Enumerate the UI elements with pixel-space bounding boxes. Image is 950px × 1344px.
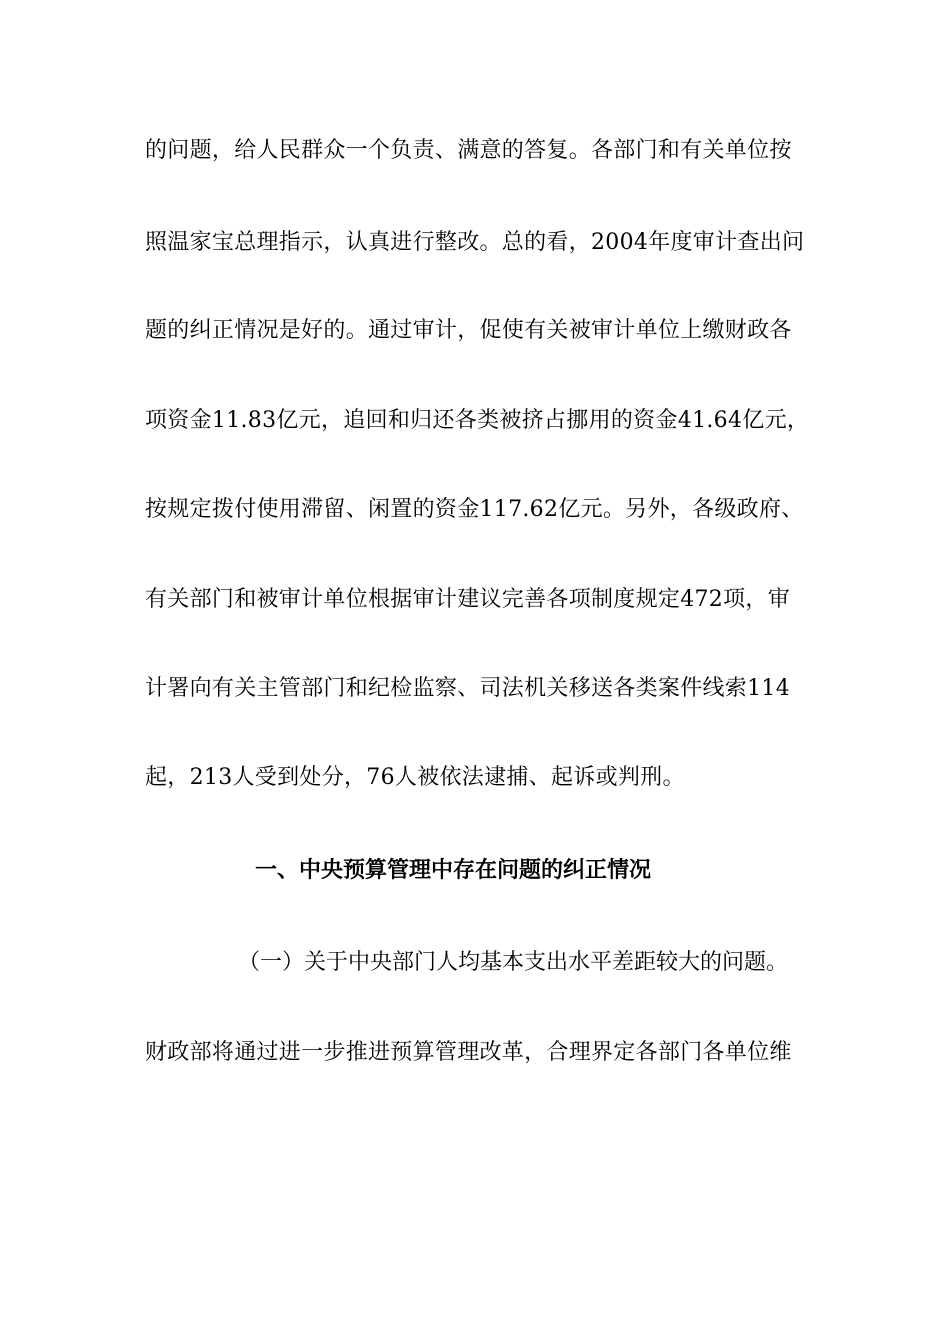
section-heading: 一、中央预算管理中存在问题的纠正情况 [255, 858, 652, 883]
paragraph-line: 起，213人受到处分，76人被依法逮捕、起诉或判刑。 [145, 765, 685, 790]
paragraph-line: 有关部门和被审计单位根据审计建议完善各项制度规定472项，审 [145, 587, 790, 612]
paragraph-line: 照温家宝总理指示，认真进行整改。总的看，2004年度审计查出问 [145, 230, 805, 255]
subsection-heading: （一）关于中央部门人均基本支出水平差距较大的问题。 [238, 950, 789, 975]
paragraph-line: 项资金11.83亿元，追回和归还各类被挤占挪用的资金41.64亿元， [145, 408, 810, 433]
paragraph-line: 财政部将通过进一步推进预算管理改革，合理界定各部门各单位维 [145, 1040, 792, 1065]
paragraph-line: 题的纠正情况是好的。通过审计，促使有关被审计单位上缴财政各 [145, 318, 792, 343]
paragraph-line: 的问题，给人民群众一个负责、满意的答复。各部门和有关单位按 [145, 138, 792, 163]
paragraph-line: 计署向有关主管部门和纪检监察、司法机关移送各类案件线索114 [145, 676, 790, 701]
paragraph-line: 按规定拨付使用滞留、闲置的资金117.62亿元。另外，各级政府、 [145, 497, 804, 522]
